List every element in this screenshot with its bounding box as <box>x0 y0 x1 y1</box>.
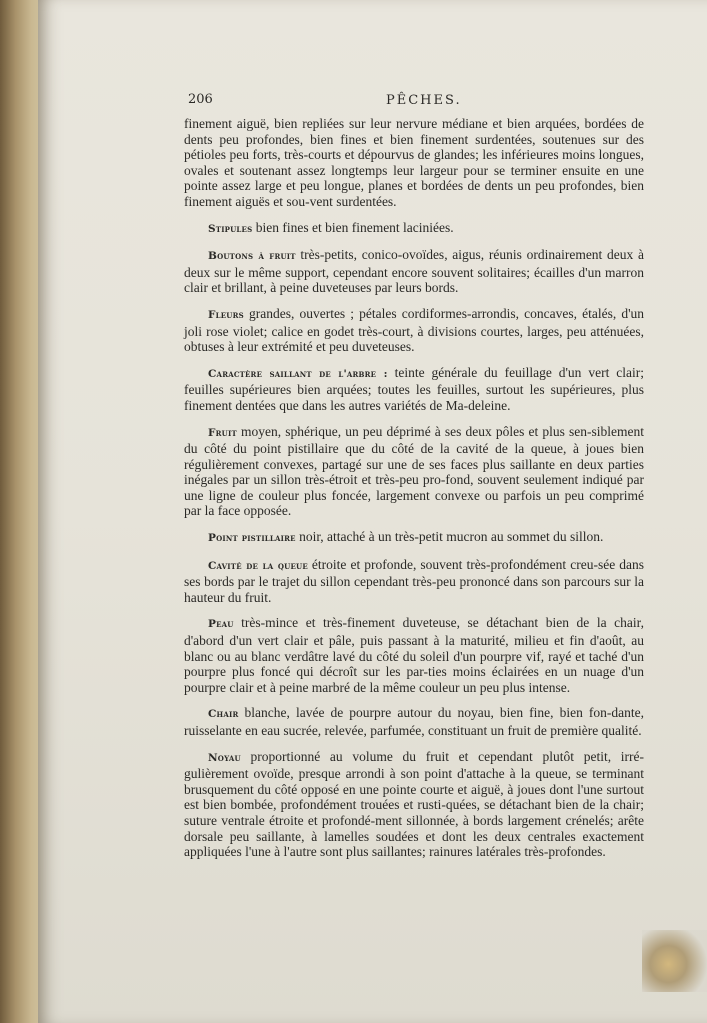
paragraph-stem-cavity <box>184 557 644 606</box>
paragraph-text: proportionné au volume du fruit et cependant plutôt petit, irré-gulièrement ovoïde, presque arrondi à son point d'attache à la queue, se terminant brusquement du côté opposé en une pointe courte et aiguë, à joues dont l'une surtout est bien bombée, profondément trouées et rusti-quées, se détachant bien de la chair; suture ventrale étroite et profondé-ment sillonnée, à bords largement crénelés; arête dorsale peu saillante, à lamelles soudées et dont les deux centrales exactement appliquées l'une à l'autre sont plus saillantes; rainures latérales très-profondes. <box>184 748 644 860</box>
paragraph-fruit <box>184 424 644 520</box>
paragraph-tree-character <box>184 365 644 414</box>
paragraph-text: noir, attaché à un très-petit mucron au sommet du sillon. <box>295 529 604 545</box>
paragraph-text: teinte générale du feuillage d'un vert clair; feuilles supérieures bien arquées; toutes les feuilles, surtout les supérieures, plus finement dentées que dans les autres variétés de Ma-deleine. <box>184 364 644 413</box>
paragraph-text: grandes, ouvertes ; pétales cordiformes-arrondis, concaves, étalés, d'un joli rose violet; calice en godet très-court, à divisions courtes, larges, peu atténuées, obtuses à leur extrémité et peu duveteuses. <box>184 305 644 355</box>
paragraph-lead: Boutons à fruit <box>208 250 296 263</box>
paragraph-text: très-mince et très-finement duveteuse, se détachant bien de la chair, d'abord d'un vert clair et pâle, puis passant à la maturité, milieu et fin d'août, au blanc ou au blanc verdâtre lavé du côté du soleil d'un pourpre vif, rayé et taché d'un pourpre plus foncé qui décroît sur les par-ties moins éclairées en un nuage d'un pourpre clair et à peine marbré de la même couleur un peu plus intense. <box>184 615 644 695</box>
paragraph-text: très-petits, conico-ovoïdes, aigus, réunis ordinairement deux à deux sur le même support, cependant encore souvent solitaires; écailles d'un marron clair et brillant, à peine duveteuses par leurs bords. <box>184 247 644 296</box>
paragraph-fruit-buds <box>184 247 644 296</box>
paragraph-pistil-point <box>184 529 644 547</box>
paragraph-leaf-description <box>184 116 644 210</box>
running-title: PÊCHES. <box>386 93 462 108</box>
paragraph-lead: Peau <box>208 618 234 631</box>
paragraph-lead: Caractère saillant de l'arbre : <box>208 367 388 380</box>
body-text <box>184 116 644 870</box>
book-page <box>38 0 707 1023</box>
paragraph-text: étroite et profonde, souvent très-profondément creu-sée dans ses bords par le trajet du sillon cependant très-peu prononcé dans son parcours sur la hauteur du fruit. <box>184 556 644 605</box>
page-header <box>188 92 658 112</box>
paragraph-skin <box>184 615 644 695</box>
paragraph-text: bien fines et bien finement laciniées. <box>252 219 454 235</box>
paragraph-lead: Fleurs <box>208 308 244 321</box>
paragraph-lead: Chair <box>208 708 239 721</box>
paragraph-lead: Point pistillaire <box>208 532 296 545</box>
paragraph-text: moyen, sphérique, un peu déprimé à ses deux pôles et plus sen-siblement du côté du point pistillaire que du côté de la cavité de la queue, à joues bien régulièrement convexes, partagé sur une de ses faces plus saillante en deux parties inégales par un sillon très-étroit et très-peu pro-fond, souvent seulement indiqué par une ligne de couleur plus foncée, largement convexe ou parfois un peu comprimé par la face opposée. <box>184 423 644 519</box>
paragraph-lead: Stipules <box>208 222 253 235</box>
paragraph-stipules <box>184 220 644 238</box>
paragraph-flowers <box>184 306 644 355</box>
paragraph-text: finement aiguë, bien repliées sur leur nervure médiane et bien arquées, bordées de dents peu profondes, bien fines et bien finement surdentées, soutenues sur des pétioles peu forts, très-courts et dépourvus de glandes; les inférieures moins longues, ovales et soutenant assez longtemps leur largeur pour se terminer ensuite en une pointe assez large et peu longue, planes et bordées de dents un peu profondes, bien finement aiguës et sou-vent surdentées. <box>184 116 644 209</box>
paragraph-lead: Cavité de la queue <box>208 559 308 572</box>
paragraph-text: blanche, lavée de pourpre autour du noyau, bien fine, bien fon-dante, ruisselante en eau sucrée, relevée, parfumée, constituant un fruit de première qualité. <box>184 705 644 738</box>
paragraph-stone <box>184 749 644 860</box>
paragraph-lead: Fruit <box>208 426 237 439</box>
page-number: 206 <box>188 92 213 107</box>
paragraph-flesh <box>184 705 644 738</box>
corner-thumbnail-image <box>642 930 707 992</box>
paragraph-lead: Noyau <box>208 751 241 764</box>
